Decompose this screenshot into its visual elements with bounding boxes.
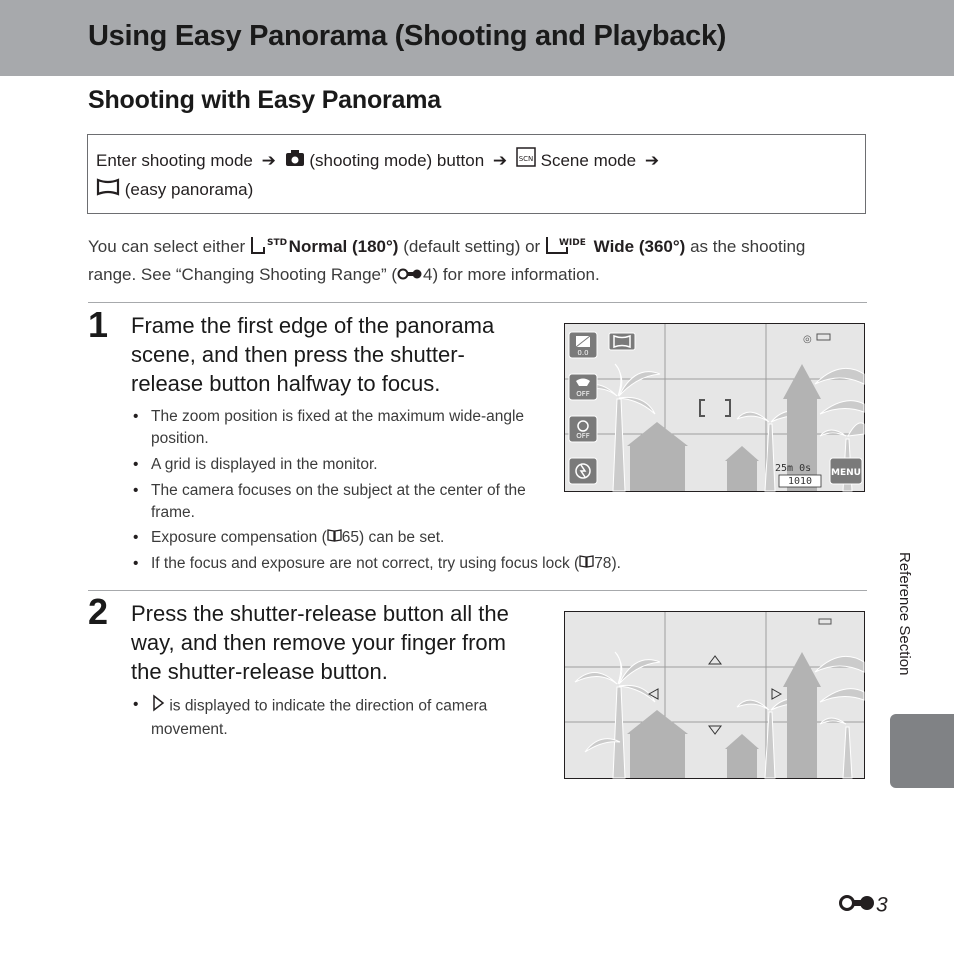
bullet-item: • The zoom position is fixed at the maximum wide-angle position.	[131, 406, 531, 450]
bullet-item: • A grid is displayed in the monitor.	[131, 454, 531, 476]
step-1-bullets-wide	[131, 527, 831, 579]
camera-monitor-screen-1	[564, 323, 865, 492]
step-1-number: 1	[88, 304, 109, 345]
reference-section-icon	[838, 893, 876, 919]
normal-std-icon	[250, 233, 288, 262]
arrow-icon: ➔	[644, 151, 660, 170]
svg-text:SCN: SCN	[518, 155, 534, 164]
bullet-ref-number: 65	[341, 529, 360, 547]
nav-text-2: (shooting mode) button	[309, 151, 485, 170]
direction-arrow-icon	[151, 694, 165, 719]
intro-ref-number: 4	[423, 265, 433, 284]
step-1-bullets	[131, 406, 531, 528]
easy-panorama-icon	[96, 177, 120, 205]
intro-text-4: ) for more information.	[432, 265, 600, 284]
step-2-number: 2	[88, 591, 109, 632]
macro-off-label: OFF	[576, 390, 590, 398]
step-1-instruction: Frame the first edge of the panorama scene, and then press the shutter-release button halfway to focus.	[131, 313, 495, 396]
nav-text-1: Enter shooting mode	[96, 151, 253, 170]
reference-section-icon	[397, 263, 423, 288]
section-heading: Shooting with Easy Panorama	[88, 86, 441, 114]
bullet-text: ).	[611, 555, 621, 573]
divider-2	[88, 590, 867, 591]
time-remaining: 25m 0s	[775, 463, 812, 474]
scene-mode-icon	[516, 147, 536, 176]
intro-text-2: (default setting) or	[403, 236, 541, 256]
book-icon	[579, 553, 594, 575]
wide-label: Wide (360°)	[593, 236, 686, 256]
bullet-item	[131, 694, 531, 741]
svg-text:WIDE: WIDE	[558, 238, 586, 248]
book-icon	[327, 527, 342, 549]
bullet-text: Exposure compensation (	[151, 529, 327, 547]
page-title: Using Easy Panorama (Shooting and Playback)	[88, 20, 727, 52]
svg-text:◎: ◎	[803, 334, 812, 345]
menu-label: MENU	[831, 468, 861, 478]
camera-monitor-screen-2	[564, 611, 865, 779]
wide-icon	[545, 233, 589, 262]
side-tab-label: Reference Section	[896, 552, 913, 676]
intro-text-3: as the shooting range. See “Changing Shooting Range” (	[88, 236, 806, 284]
monitor-illustration-2	[565, 612, 864, 778]
bullet-ref-number: 78	[594, 555, 612, 573]
section-tab	[890, 714, 954, 788]
arrow-icon: ➔	[492, 151, 508, 170]
arrow-icon: ➔	[261, 151, 276, 170]
bullet-item: • The camera focuses on the subject at the center of the frame.	[131, 480, 531, 524]
page-number	[838, 893, 888, 919]
normal-label: Normal (180°)	[288, 236, 399, 256]
bullet-item	[131, 527, 831, 549]
camera-icon	[285, 148, 305, 176]
intro-text-1: You can select either	[88, 236, 246, 256]
bullet-item	[131, 553, 831, 575]
navigation-box	[87, 134, 866, 214]
step-2-instruction: Press the shutter-release button all the way, and then remove your finger from the shutter-release button.	[131, 601, 509, 684]
bullet-text: ) can be set.	[359, 529, 445, 547]
self-timer-off-label: OFF	[576, 432, 590, 440]
bullet-text: If the focus and exposure are not correct, try using focus lock (	[151, 555, 580, 573]
intro-paragraph	[88, 233, 848, 288]
bullet-text: is displayed to indicate the direction of camera movement.	[151, 697, 488, 738]
nav-text-4: (easy panorama)	[124, 180, 254, 200]
page-number-value: 3	[876, 893, 888, 917]
step-2-bullets	[131, 694, 531, 745]
shots-remaining: 1010	[787, 476, 813, 487]
monitor-illustration-1	[565, 324, 864, 491]
divider-1	[88, 302, 867, 303]
svg-text:STD: STD	[266, 238, 288, 248]
exposure-value: 0.0	[577, 349, 589, 357]
nav-text-3: Scene mode	[540, 151, 637, 170]
